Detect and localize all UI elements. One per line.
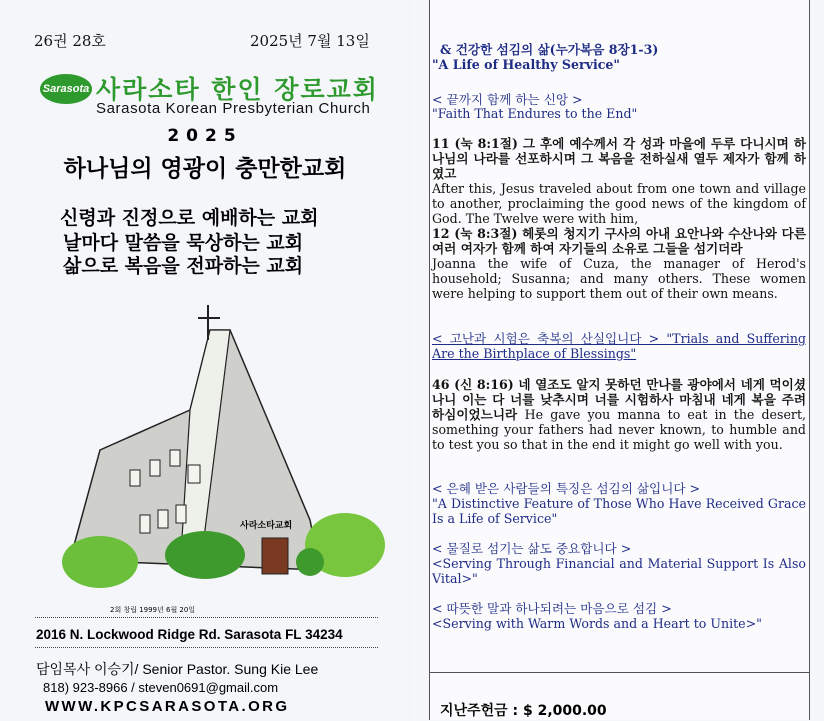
church-name-english: Sarasota Korean Presbyterian Church: [96, 100, 371, 117]
section-heading-korean: < 끝까지 함께 하는 신앙 >: [432, 92, 583, 107]
section-heading-english: <Serving with Warm Words and a Heart to Unite>": [432, 616, 762, 631]
church-address: 2016 N. Lockwood Ridge Rd. Sarasota FL 34234: [36, 627, 343, 642]
church-illustration: [30, 300, 390, 620]
verse-korean: 12 (눅 8:3절) 헤롯의 청지기 구사의 아내 요안나와 수산나와 다른 여러 여자가 함께 하여 자기들의 소유로 그들을 섬기더라: [432, 226, 806, 257]
website-link[interactable]: WWW.KPCSARASOTA.ORG: [45, 698, 290, 715]
section-heading-english: <Serving Through Financial and Material Support Is Also Vital>": [432, 556, 806, 587]
verse-korean: 11 (눅 8:1절) 그 후에 예수께서 각 성과 마을에 두루 다니시며 하나님의 나라를 선포하시며 그 복음을 전하실새 열두 제자가 함께 하였고: [432, 136, 806, 182]
section-heading-korean: < 물질로 섬기는 삶도 중요합니다 >: [432, 541, 632, 556]
scripture-verse: [432, 136, 806, 227]
divider: [35, 617, 378, 618]
section-heading-english: "Trials and Suffering Are the Birthplace of Blessings": [432, 331, 806, 362]
section-heading-korean: < 고난과 시험은 축복의 산실입니다 >: [432, 331, 667, 346]
motto: 하나님의 영광이 충만한교회: [63, 156, 347, 182]
bulletin-date: 2025년 7월 13일: [250, 32, 370, 50]
section-heading-korean: < 따뜻한 말과 하나되려는 마음으로 섬김 >: [432, 601, 672, 616]
issue-number: 26권 28호: [34, 32, 106, 50]
pastor-name: 담임목사 이승기/ Senior Pastor. Sung Kie Lee: [36, 661, 319, 677]
divider: [429, 672, 810, 673]
divider: [35, 647, 378, 648]
section-heading-korean: < 은혜 받은 사람들의 특징은 섬김의 삶입니다 >: [432, 481, 701, 496]
year-heading: 2025: [167, 126, 243, 146]
church-name-korean: 사라소타 한인 장로교회: [96, 75, 379, 104]
verse-korean: 46 (신 8:16) 네 열조도 알지 못하던 만나를 광야에서 네게 먹이셨나니 이는 다 너를 낮추시며 너를 시험하사 마침내 네게 복을 주려 하심이었느니라: [432, 377, 806, 423]
verse-english: Joanna the wife of Cuza, the manager of Herod's household; Susanna; and many others. These women were helping to support them out of their own means.: [432, 256, 806, 302]
section-heading: [432, 331, 806, 361]
contact-info[interactable]: 818) 923-8966 / steven0691@gmail.com: [43, 680, 279, 695]
illustration-sign: 사라소타교회: [240, 521, 293, 531]
sermon-title-korean: & 건강한 섬김의 삶(누가복음 8장1-3): [440, 42, 659, 57]
verse-english: After this, Jesus traveled about from one town and village to another, proclaiming the good news of the kingdom of God. The Twelve were with him,: [432, 181, 806, 227]
section-heading-english: "A Distinctive Feature of Those Who Have Received Grace Is a Life of Service": [432, 496, 806, 527]
church-logo: Sarasota: [40, 74, 92, 104]
scripture-verse: [432, 377, 806, 452]
offering-total: 지난주헌금 : $ 2,000.00: [440, 703, 607, 719]
section-heading-english: "Faith That Endures to the End": [432, 106, 638, 121]
scripture-verse: [432, 226, 806, 301]
sermon-title-english: "A Life of Healthy Service": [432, 57, 620, 72]
vision-line: 삶으로 복음을 전파하는 교회: [63, 255, 304, 277]
vision-line: 신령과 진정으로 예배하는 교회: [60, 207, 319, 229]
illustration-caption: 2회 창립 1999년 6월 20일: [110, 606, 196, 614]
vision-line: 날마다 말씀을 묵상하는 교회: [63, 232, 304, 254]
verse-english: He gave you manna to eat in the desert, something your fathers had never known, to humble and to test you so that in the end it might go well with you.: [432, 407, 807, 453]
